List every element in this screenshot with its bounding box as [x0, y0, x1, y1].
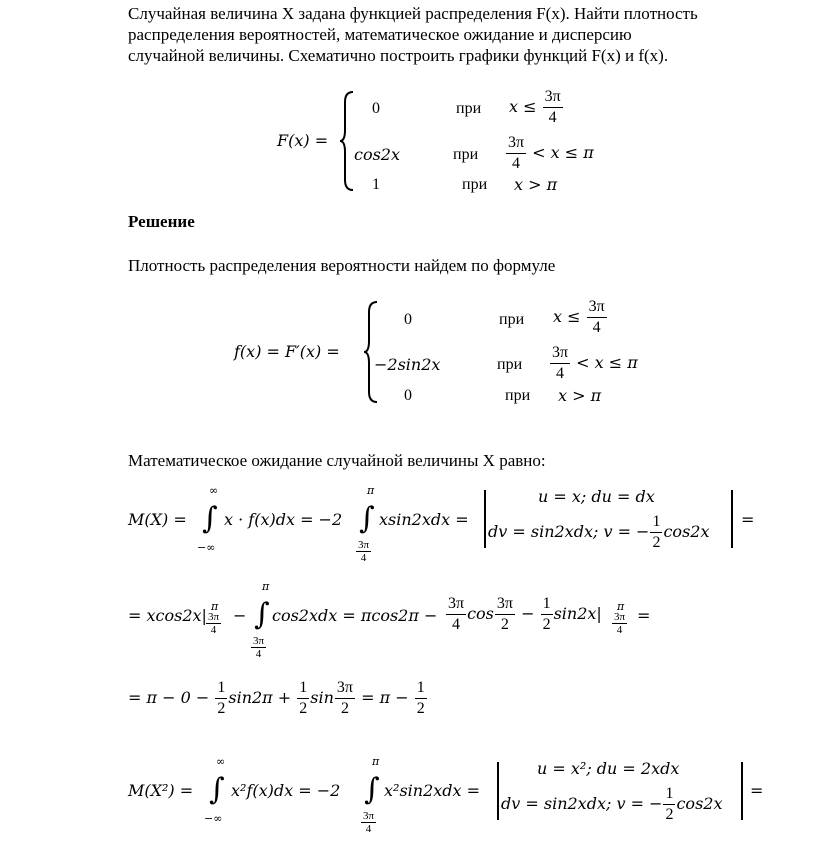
mx-tail: = — [741, 510, 755, 529]
int1-upper: ∞ — [209, 484, 219, 497]
density-text: Плотность распределения вероятности найдем по формуле — [128, 256, 556, 275]
F-row3-word: при — [462, 176, 488, 193]
mx2-int1-upper: ∞ — [216, 755, 226, 768]
l2-part1: cos2xdx = πcos2π − — [272, 606, 438, 625]
substitution-bar-left — [497, 762, 499, 820]
expectation-text: Математическое ожидание случайной величины X равно: — [128, 451, 546, 470]
mx2-int2-lower: $\frac{3\pi}{4}$ — [363, 810, 375, 835]
F-row1-value: 0 — [372, 100, 380, 117]
f-lhs: f(x) = F′(x) = — [234, 342, 340, 361]
mx-sub-row1: u = x; du = dx — [538, 487, 655, 506]
integral-sign: ∫ — [359, 501, 375, 536]
mx2-tail: = — [750, 781, 764, 800]
mx2-integrand1: x²f(x)dx = −2 — [231, 781, 341, 800]
int2-lower: $\frac{3\pi}{4}$ — [358, 539, 370, 564]
l2-start: = xcos2x| — [128, 606, 207, 625]
l2-eval2-lower: $\frac{3\pi}{4}$ — [614, 611, 626, 636]
l2-eval2-upper: π — [617, 600, 625, 613]
f-row2-cond: $\frac{3\pi}{4}$ < x ≤ π — [552, 344, 638, 382]
F-row2-value: cos2x — [354, 145, 401, 164]
f-row3-word: при — [505, 387, 531, 404]
f-row3-value: 0 — [404, 387, 412, 404]
l2-minus: − — [233, 606, 247, 625]
left-brace-icon — [362, 300, 380, 404]
l2-eval-upper: π — [211, 600, 219, 613]
substitution-bar-left — [484, 490, 486, 548]
mx-sub-row2: dv = sin2xdx; v = − $\frac{1}{2}$ cos2x — [488, 513, 710, 551]
problem-line-3: случайной величины. Схематично построить графики функций F(x) и f(x). — [128, 46, 669, 65]
f-row2-value: −2sin2x — [374, 355, 441, 374]
l2-int-upper: π — [262, 580, 270, 593]
mx-integrand2: xsin2xdx = — [379, 510, 469, 529]
solution-heading: Решение — [128, 212, 195, 231]
l2-end: = — [637, 606, 651, 625]
f-row2-word: при — [497, 356, 523, 373]
mx2-int1-lower: −∞ — [204, 812, 223, 825]
mx2-lhs: M(X²) = — [128, 781, 194, 800]
mx-lhs: M(X) = — [128, 510, 187, 529]
problem-line-1: Случайная величина X задана функцией распределения F(x). Найти плотность — [128, 4, 698, 23]
substitution-bar-right — [731, 490, 733, 548]
l2-eval-lower: $\frac{3\pi}{4}$ — [208, 611, 220, 636]
mx2-integrand2: x²sin2xdx = — [384, 781, 481, 800]
F-row1-cond: x ≤ $\frac{3\pi}{4}$ — [509, 88, 561, 126]
mx-integrand1: x · f(x)dx = −2 — [224, 510, 343, 529]
integral-sign: ∫ — [202, 501, 218, 536]
problem-line-2: распределения вероятностей, математическое ожидание и дисперсию — [128, 25, 632, 44]
mx2-int2-upper: π — [372, 755, 380, 768]
l2-int-lower: $\frac{3\pi}{4}$ — [253, 635, 265, 660]
mx2-sub-row2: dv = sin2xdx; v = − $\frac{1}{2}$ cos2x — [501, 785, 723, 823]
F-row2-word: при — [453, 146, 479, 163]
F-row3-cond: x > π — [514, 175, 558, 194]
f-row1-word: при — [499, 311, 525, 328]
F-row2-cond: $\frac{3\pi}{4}$ < x ≤ π — [508, 134, 594, 172]
integral-sign: ∫ — [209, 772, 225, 807]
l2-rest: $\frac{3\pi}{4}$ cos $\frac{3\pi}{2}$ − $\frac{1}{2}$ sin2x| — [448, 595, 602, 633]
int1-lower: −∞ — [197, 541, 216, 554]
F-lhs: F(x) = — [277, 131, 329, 150]
F-row3-value: 1 — [372, 176, 380, 193]
F-row1-word: при — [456, 100, 482, 117]
integral-sign: ∫ — [254, 597, 270, 632]
left-brace-icon — [338, 90, 356, 192]
f-row1-value: 0 — [404, 311, 412, 328]
f-row1-cond: x ≤ $\frac{3\pi}{4}$ — [553, 298, 605, 336]
integral-sign: ∫ — [364, 772, 380, 807]
int2-upper: π — [367, 484, 375, 497]
f-row3-cond: x > π — [558, 386, 602, 405]
mx2-sub-row1: u = x²; du = 2xdx — [537, 759, 680, 778]
substitution-bar-right — [741, 762, 743, 820]
mx-line3: = π − 0 − $\frac{1}{2}$ sin2π + $\frac{1}{2}$ sin $\frac{3\pi}{2}$ = π − $\frac{1}{2}$ — [128, 679, 425, 717]
